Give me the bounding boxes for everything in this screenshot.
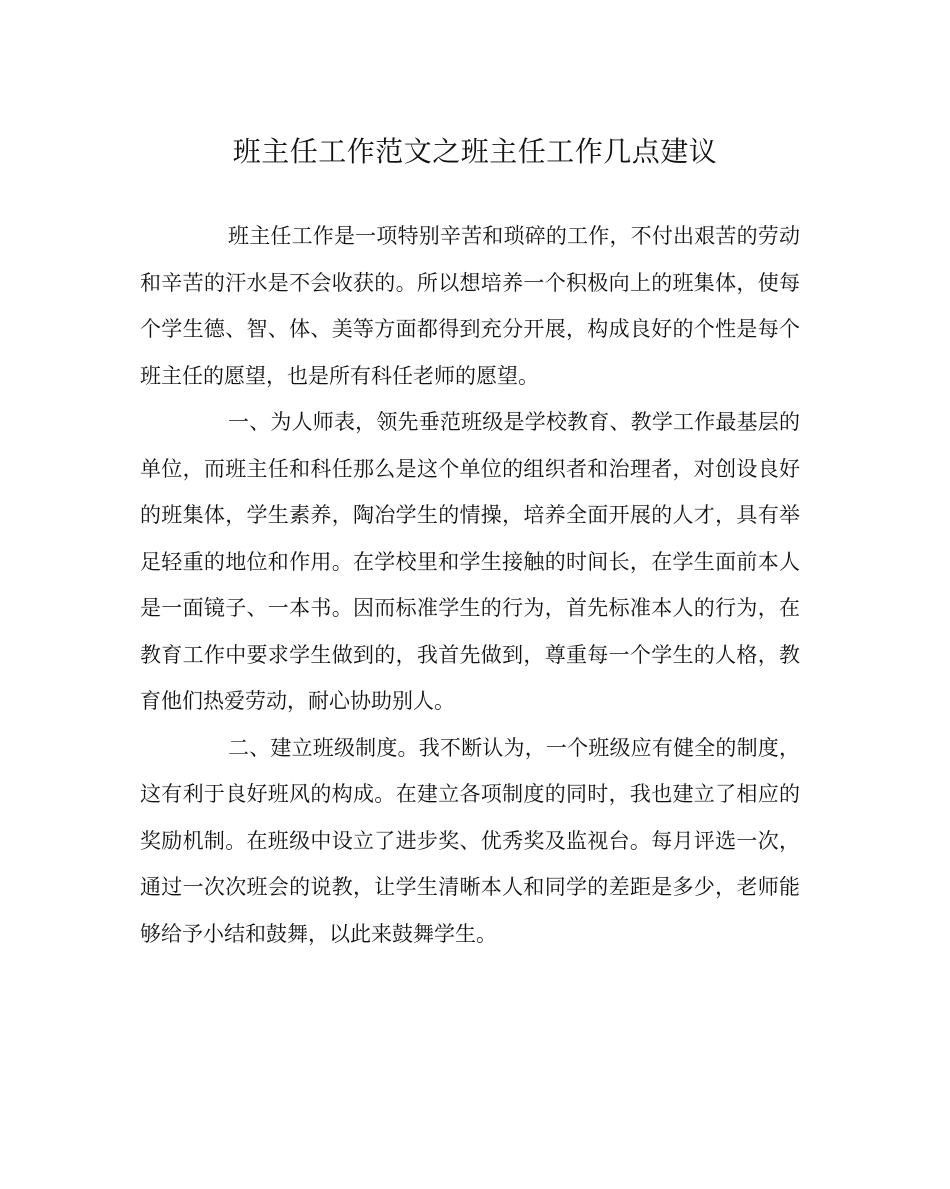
paragraph-intro: 班主任工作是一项特别辛苦和琐碎的工作，不付出艰苦的劳动和辛苦的汗水是不会收获的。所以想培养一个积极向上的班集体，使每个学生德、智、体、美等方面都得到充分开展，构成良好的个性是每个班主任的愿望，也是所有科任老师的愿望。 [140,224,800,388]
document-body [140,213,800,957]
paragraph-point-two: 二、建立班级制度。我不断认为，一个班级应有健全的制度，这有利于良好班风的构成。在建立各项制度的同时，我也建立了相应的奖励机制。在班级中设立了进步奖、优秀奖及监视台。每月评选一次，通过一次次班会的说教，让学生清晰本人和同学的差距是多少，老师能够给予小结和鼓舞，以此来鼓舞学生。 [140,735,800,946]
paragraph-point-one: 一、为人师表，领先垂范班级是学校教育、教学工作最基层的单位，而班主任和科任那么是这个单位的组织者和治理者，对创设良好的班集体，学生素养，陶冶学生的情操，培养全面开展的人才，具有举足轻重的地位和作用。在学校里和学生接触的时间长，在学生面前本人是一面镜子、一本书。因而标准学生的行为，首先标准本人的行为，在教育工作中要求学生做到的，我首先做到，尊重每一个学生的人格，教育他们热爱劳动，耐心协助别人。 [140,410,800,713]
document-title: 班主任工作范文之班主任工作几点建议 [232,135,718,168]
